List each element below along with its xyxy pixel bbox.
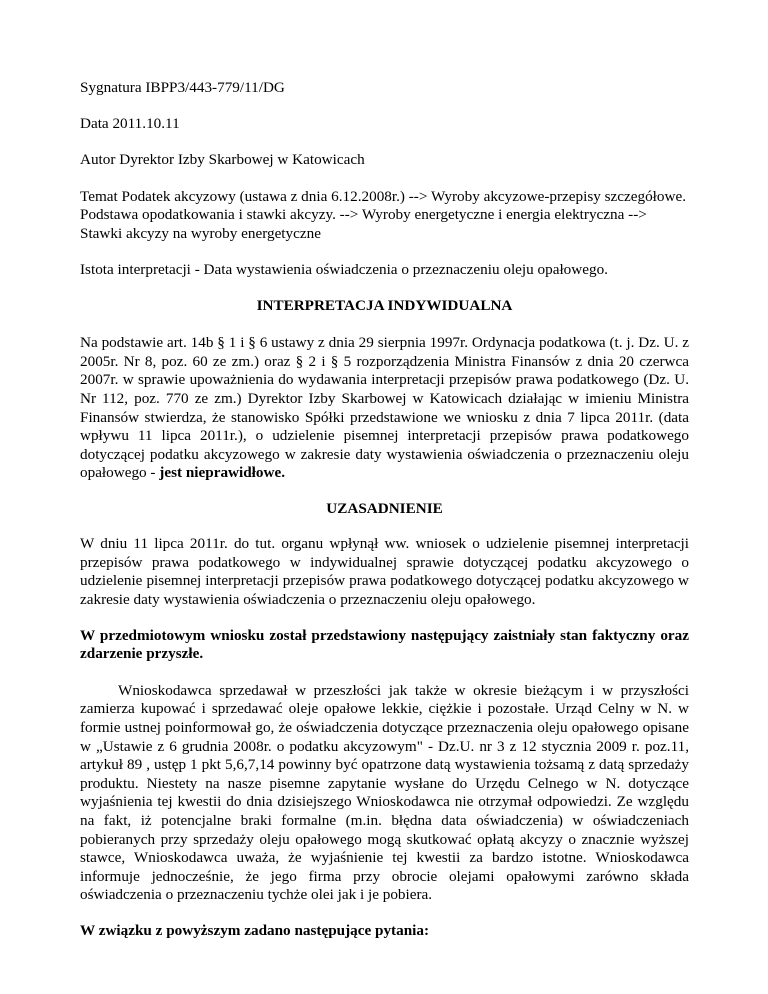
essence-line: Istota interpretacji - Data wystawienia oświadczenia o przeznaczeniu oleju opałowego.	[80, 261, 608, 279]
interpretation-paragraph	[80, 334, 689, 483]
justification-heading: UZASADNIENIE	[326, 500, 443, 518]
date-line: Data 2011.10.11	[80, 115, 180, 133]
author-line: Autor Dyrektor Izby Skarbowej w Katowicach	[80, 151, 365, 169]
interpretation-verdict: jest nieprawidłowe.	[159, 464, 286, 482]
topic-line: Temat Podatek akcyzowy (ustawa z dnia 6.12.2008r.) --> Wyroby akcyzowe-przepisy szczegółowe. Podstawa opodatkowania i stawki akcyzy. --> Wyroby energetyczne i energia elektryczna --> Stawki akcyzy na wyroby energetyczne	[80, 187, 686, 242]
interpretation-text: Na podstawie art. 14b § 1 i § 6 ustawy z dnia 29 sierpnia 1997r. Ordynacja podatkowa (t. j. Dz. U. z 2005r. Nr 8, poz. 60 ze zm.) oraz § 2 i § 5 rozporządzenia Ministra Finansów z dnia 20 czerwca 2007r. w sprawie upoważnienia do wydawania interpretacji przepisów prawa podatkowego (Dz. U. Nr 112, poz. 770 ze zm.) Dyrektor Izby Skarbowej w Katowicach działając w imieniu Ministra Finansów stwierdza, że stanowisko Spółki przedstawione we wniosku z dnia 7 lipca 2011r. (data wpływu 11 lipca 2011r.), o udzielenie pisemnej interpretacji przepisów prawa podatkowego dotyczącej podatku akcyzowego w zakresie daty wystawienia oświadczenia o przeznaczeniu oleju opałowego -	[80, 334, 689, 482]
justification-paragraph: W dniu 11 lipca 2011r. do tut. organu wpłynął ww. wniosek o udzielenie pisemnej interpretacji przepisów prawa podatkowego w indywidualnej sprawie dotyczącej podatku akcyzowego o udzielenie pisemnej interpretacji przepisów prawa podatkowego dotyczącej podatku akcyzowego w zakresie daty wystawienia oświadczenia o przeznaczeniu oleju opałowego.	[80, 535, 689, 609]
questions-heading: W związku z powyższym zadano następujące pytania:	[80, 921, 430, 939]
signature-line: Sygnatura IBPP3/443-779/11/DG	[80, 79, 285, 96]
document-body	[80, 79, 689, 958]
interpretation-heading: INTERPRETACJA INDYWIDUALNA	[256, 297, 513, 315]
state-of-facts-heading: W przedmiotowym wniosku został przedstawiony następujący zaistniały stan faktyczny oraz zdarzenie przyszłe.	[80, 626, 689, 663]
facts-paragraph: Wnioskodawca sprzedawał w przeszłości jak także w okresie bieżącym i w przyszłości zamierza kupować i sprzedawać oleje opałowe lekkie, ciężkie i pozostałe. Urząd Celny w N. w formie ustnej poinformował go, że oświadczenia dotyczące przeznaczenia oleju opałowego opisane w „Ustawie z 6 grudnia 2008r. o podatku akcyzowym" - Dz.U. nr 3 z 12 stycznia 2009 r. poz.11, artykuł 89 , ustęp 1 pkt 5,6,7,14 powinny być opatrzone datą wystawienia tożsamą z datą sprzedaży produktu. Niestety na nasze pisemne zapytanie wysłane do Urzędu Celnego w N. dotyczące wyjaśnienia tej kwestii do dnia dzisiejszego Wnioskodawca nie otrzymał odpowiedzi. Ze względu na fakt, iż potencjalne braki formalne (m.in. błędna data oświadczenia) w oświadczeniach pobieranych przy sprzedaży oleju opałowego mogą skutkować opłatą akcyzy o znacznie wyższej stawce, Wnioskodawca uważa, że wyjaśnienie tej kwestii za bardzo istotne. Wnioskodawca informuje jednocześnie, że jego firma przy obrocie olejami opałowymi zarówno składa oświadczenia o przeznaczeniu tychże olei jak i je pobiera.	[80, 681, 689, 904]
